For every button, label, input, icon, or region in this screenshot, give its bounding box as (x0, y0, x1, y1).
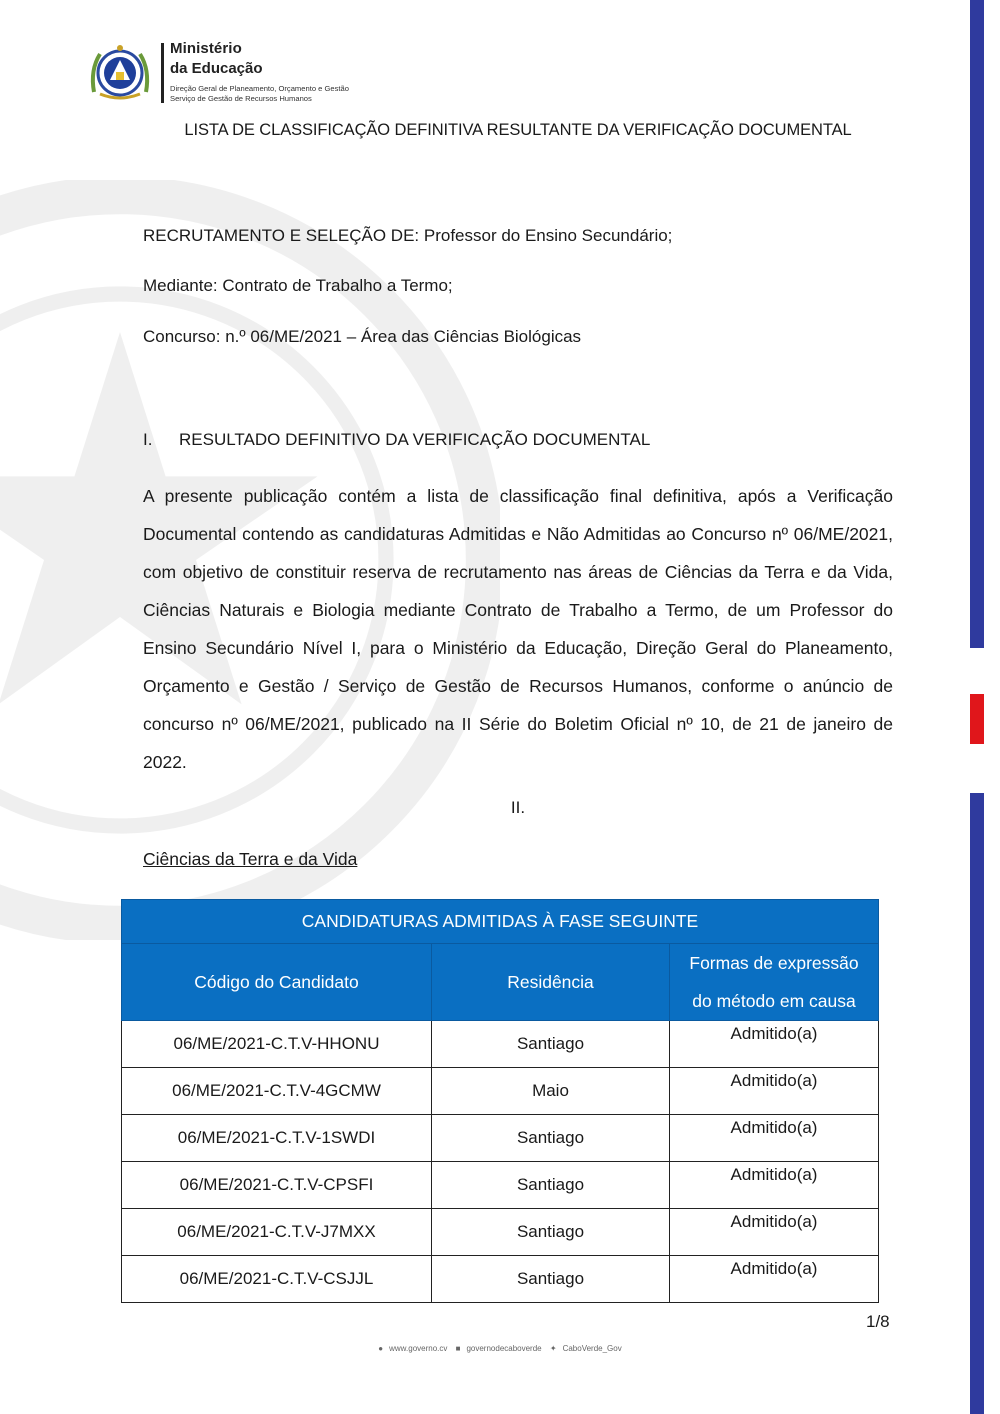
candidate-code: 06/ME/2021-C.T.V-CPSFI (122, 1162, 432, 1209)
candidate-code: 06/ME/2021-C.T.V-1SWDI (122, 1115, 432, 1162)
service-name: Serviço de Gestão de Recursos Humanos (170, 94, 312, 103)
footer-facebook[interactable]: governodecaboverde (466, 1344, 542, 1353)
candidate-code: 06/ME/2021-C.T.V-HHONU (122, 1021, 432, 1068)
column-header-code: Código do Candidato (122, 944, 432, 1021)
edge-bar-red (970, 694, 984, 744)
web-icon: ● (378, 1344, 384, 1353)
candidate-residence: Santiago (432, 1115, 670, 1162)
candidate-status: Admitido(a) (670, 1256, 879, 1303)
candidate-residence: Santiago (432, 1021, 670, 1068)
footer-social (0, 1344, 1000, 1353)
ministry-name-line1: Ministério (170, 40, 242, 57)
recruitment-line: RECRUTAMENTO E SELEÇÃO DE: Professor do Ensino Secundário; (143, 226, 673, 245)
candidate-code: 06/ME/2021-C.T.V-J7MXX (122, 1209, 432, 1256)
candidate-code: 06/ME/2021-C.T.V-CSJJL (122, 1256, 432, 1303)
edge-bar-blue-bottom (970, 793, 984, 1414)
column-header-status-line2: do método em causa (692, 991, 856, 1011)
candidate-residence: Santiago (432, 1256, 670, 1303)
table-row (122, 1209, 879, 1256)
table-row (122, 1162, 879, 1209)
candidate-status: Admitido(a) (670, 1209, 879, 1256)
table-row (122, 1256, 879, 1303)
candidate-status: Admitido(a) (670, 1068, 879, 1115)
footer-twitter[interactable]: CaboVerde_Gov (562, 1344, 622, 1353)
footer-website[interactable]: www.governo.cv (389, 1344, 448, 1353)
table-row (122, 1021, 879, 1068)
edge-bar-blue-top (970, 0, 984, 648)
column-header-status-line1: Formas de expressão (689, 953, 859, 973)
table-row (122, 1115, 879, 1162)
intro-paragraph: A presente publicação contém a lista de classificação final definitiva, após a Verificação Documental contendo as candidaturas Admitidas e Não Admitidas ao Concurso nº 06/ME/2021, com objetivo de constituir reserva de recrutamento nas áreas de Ciências da Terra e da Vida, Ciências Naturais e Biologia mediante Contrato de Trabalho a Termo, de um Professor do Ensino Secundário Nível I, para o Ministério da Educação, Direção Geral do Planeamento, Orçamento e Gestão / Serviço de Gestão de Recursos Humanos, conforme o anúncio de concurso nº 06/ME/2021, publicado na II Série do Boletim Oficial nº 10, de 21 de janeiro de 2022. (143, 486, 893, 772)
section-1-title: RESULTADO DEFINITIVO DA VERIFICAÇÃO DOCUMENTAL (179, 430, 651, 449)
contract-line: Mediante: Contrato de Trabalho a Termo; (143, 276, 453, 295)
department-name: Direção Geral de Planeamento, Orçamento e Gestão (170, 84, 349, 93)
section-1-heading (143, 430, 650, 450)
section-2-number: II. (510, 798, 526, 817)
document-title: LISTA DE CLASSIFICAÇÃO DEFINITIVA RESULTANTE DA VERIFICAÇÃO DOCUMENTAL (184, 121, 852, 139)
facebook-icon: ■ (455, 1344, 461, 1353)
ministry-emblem-icon (86, 40, 154, 106)
subheading: Ciências da Terra e da Vida (143, 849, 358, 869)
logo-divider (161, 43, 164, 103)
candidate-residence: Santiago (432, 1162, 670, 1209)
contest-line: Concurso: n.º 06/ME/2021 – Área das Ciências Biológicas (143, 327, 582, 346)
table-row (122, 1068, 879, 1115)
twitter-icon: ✦ (549, 1344, 557, 1353)
section-1-number: I. (143, 430, 153, 449)
column-header-residence: Residência (432, 944, 670, 1021)
candidate-status: Admitido(a) (670, 1021, 879, 1068)
candidates-table (121, 899, 879, 1303)
ministry-name-line2: da Educação (170, 60, 263, 77)
candidate-status: Admitido(a) (670, 1162, 879, 1209)
candidate-residence: Santiago (432, 1209, 670, 1256)
candidate-status: Admitido(a) (670, 1115, 879, 1162)
column-header-status (670, 944, 879, 1021)
candidate-residence: Maio (432, 1068, 670, 1115)
page-number: 1/8 (866, 1312, 890, 1331)
table-caption: CANDIDATURAS ADMITIDAS À FASE SEGUINTE (122, 900, 879, 944)
candidate-code: 06/ME/2021-C.T.V-4GCMW (122, 1068, 432, 1115)
